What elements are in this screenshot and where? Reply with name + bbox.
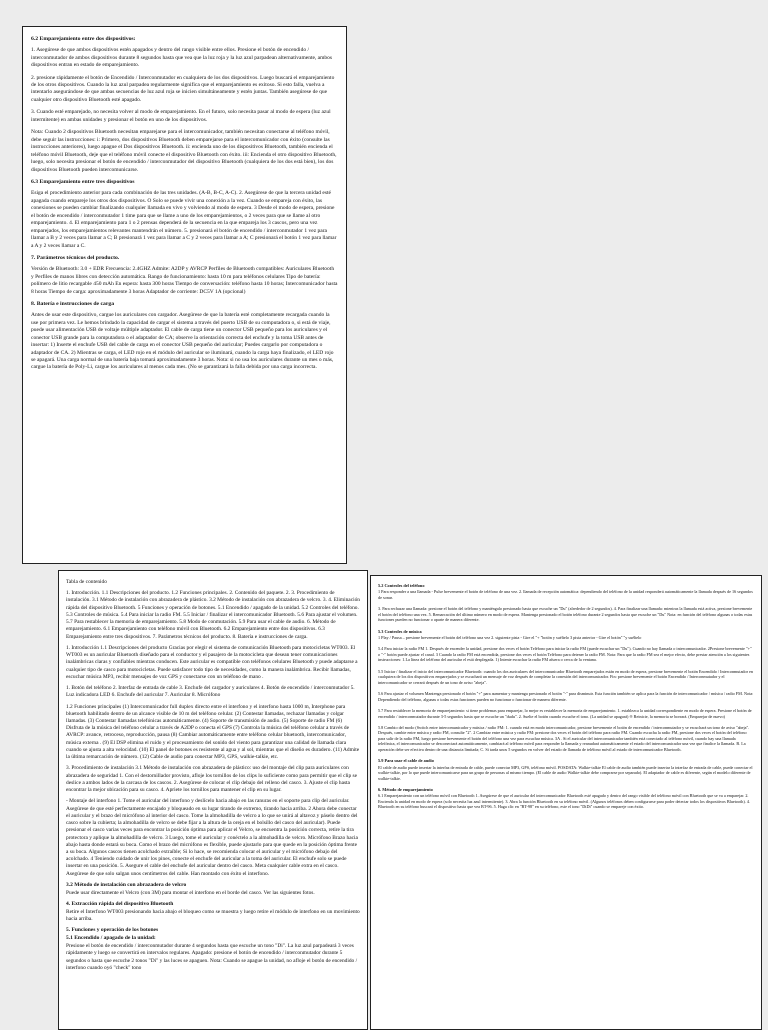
paragraph: 3. Para rechazar una llamada: presione el botón del teléfono y manténgalo presionado hasta que escuche un "Du" (alrededor de 2 segundos). 4. Para finalizar una llamada: mientras la llamada está activa, presione brevemente el botón del teléfono una vez. 5. Remarcación del último número en modo de espera. Mantenga presionado el botón teléfono durante 2 segundos hasta que escuche un "Du" Nota: en función del teléfono algunas o todas estas funciones pueden no funcionar o aparte de manera diferente. [378,606,753,623]
paragraph: 5.4 Para iniciar la radio FM 1. Después de encender la unidad, presione dos veces el botón Teléfono para iniciar la radio FM (puede escuchar un "Du"). Cuando no hay llamada o intercomunicador. 2Presione brevemente "+" o "-" botón puede ajustar el canal. 3 Cuando la radio FM está encendida, presione dos veces el botón Teléfono para detener la radio FM. Nota: Para que la radio FM sea el mejor efecto, debe prestar atención a los siguientes instrucciones: 1.La línea del teléfono del auricular el está desplegada. 1) Intente escuchar la radio FM afuera o cerca de la ventana. [378,646,752,663]
paragraph: 1. Introducción 1.1 Descripciones del producto Gracias por elegir el sistema de comunicación Bluetooth para motocicletas WT003. El WT003 es un auricular Bluetooth diseñado para el conductor y el pasajero de la motocicleta que desean tener comunicaciones inalámbricas claras y confiables mientras conducen. Este auricular es compatible con teléfonos celulares Bluetooth y puede adaptarse a cualquier tipo de casco para motocicletas. Puede satisfacer todo tipo de necesidades, como la manera inalámbrica. Recibir llamadas, escuchar música MP3, recibir mensajes de voz GPS y conectarse con un teléfono de mano . [66,644,358,680]
section-heading: 6. Método de emparejamiento [378,786,433,792]
paragraph: 5.5 Iniciar / finalizar el inicio del intercomunicador Bluetooth: cuando los dos auriculares del intercomunicador Bluetooth emparejados están en modo de espera, presione brevemente el botón Encendido / Interconmutador en cualquiera de los dos dispositivos emparejados y se escuchará un mensaje de voz después de completar la conexión del intercomunicador. Fin: presione brevemente el botón Encendido / Interconmutador y el intercomunicador se cerrará después de un tono de aviso "abeja". [378,668,754,685]
paragraph: 5.7 Para restablecer la memoria de emparejamiento: si tiene problemas para emparejar, lo mejor es restablecer la memoria de emparejamiento. 1. establezca la unidad correspondiente en modo de espera. Presione el botón de encendido / interconmutador durante 3-5 segundos hasta que se escuche un "dudu". 2. Suelte el botón cuando escuche el tono. (La unidad se apagará) ® Reinicie, la memoria se borrará. (Emparejar de nuevo) [378,708,752,719]
paragraph: 3. Procedimiento de instalación 3.1 Método de instalación con abrazadera de plástico: uso del montaje del clip para auriculares con abrazadera de seguridad 1. Con el destornillador provisto, afloje los tornillos de los clips lo suficiente como para permitir que el clip se deslice a ambos lados de la carcasa de los cascos. 2. Asegúrese de colocar el clip debajo del relleno del casco. 3. Ajuste el clip hasta encontrar la mejor ubicación para su casco. 4. Apriete los tornillos para mantener el clip en su lugar. [66,765,358,794]
paragraph: 1.2 Funciones principales (1) Intercomunicador full duplex directo entre el interfono y el interfono hasta 1000 m, Interphone para bluetooth habilitado dentro de un alcance visible de 10 m del teléfono celular. (2) Contestar llamadas, rechazar llamadas y colgar llamadas. (3) Contestar llamadas telefónicas automáticamente. (4) Soporte de transmisión de audio. (5) Soporte de radio FM (6) Disfruta de la música del teléfono celular a través de A2DP o conecta el GPS (7) Controla la música del teléfono celular a través de AVRCP: avance, retroceso, reproducción, pausa (8) Cambiar automáticamente entre teléfono celular bluetooth, intercomunicador, música externa . (9) El DSP elimina el ruido y el procesamiento del sonido del viento para garantizar una calidad de llamada clara cuando se ajusta a alta velocidad. (10) El panel de botones es resistente al agua y al sol, mientras que el diseño es duradero. (11) Admite la última remarcación de número. (12) Cable de audio para conectar MP3, GPS, walkie-talkie, etc. [66,703,360,761]
paragraph: 6.1 Emparejamiento con un teléfono móvil con Bluetooth 1. Asegúrese de que el auricular del intercomunicador Bluetooth esté apagado y dentro del rango visible del teléfono móvil con Bluetooth que se va a emparejar. 2. Encienda la unidad en modo de espera (solo necesita luz azul intermitente). 3. Abra la función Bluetooth en su teléfono móvil. (Algunos teléfonos deben configurarse para poder detectar todos los dispositivos Bluetooth). 4. Bluetooth en su teléfono buscará el dispositivo hasta que vea BT-96. 5. Haga clic en "BT-98" en su teléfono, este el tono "DiDi" cuando se empareje con éxito. [378,793,751,810]
section-heading: 5.1 Encendido / apagado de la unidad: [66,935,156,942]
paragraph: 1. Asegúrese de que ambos dispositivos estén apagados y dentro del rango visible entre ellos. Presione el botón de encendido / interconmutador de ambos dispositivos durante 8 segundos hasta que vea que la luz roja y la luz azul parpadean alternativamente, ambos dispositivos entran en estado de emparejamiento. [31,47,333,69]
section-heading: 8. Batería e instrucciones de carga [31,301,115,308]
section-heading: 4. Extracción rápida del dispositivo Bluetooth [66,901,174,908]
paragraph: Versión de Bluetooth: 3.0 + EDR Frecuencia: 2.4GHZ Admite: A2DP y AVRCP Perfiles de Bluetooth compatibles: Auriculares Bluetooth y Perfiles de manos libres con detección automática. Rango de funcionamiento: hasta 10 m para teléfonos celulares Tipo de batería: polímero de litio recargable 450 mAh En espera: hasta 300 horas Tiempo de conversación: teléfono hasta 10 horas; Intercomunicador hasta 8 horas Tiempo de carga: aproximadamente 3 horas Adaptador de corriente: DC5V 1A (opcional) [31,266,338,295]
paragraph: El cable de audio puede insertar la interfaz de entrada de cable, puede conectar MP3, GPS, teléfono móvil. POSDATA: Walkie-talkie El cable de audio también puede insertar la interfaz de entrada de cable, puede conectar el walkie-talkie, por lo que puede intercomunicarse para un grupo de personas al mismo tiempo. (El cable de audio Walkie-talkie debe comprarse por separado). El adaptador de cable es diferente, según el modelo diferente de walkie-talkie. [378,764,753,781]
document-page-bottom-left [58,570,368,1030]
paragraph: 1. Botón del teléfono 2. Interfaz de entrada de cable 3. Enchufe del cargador y auriculares 4. Botón de encendido / interconmutador 5. Luz indicadora LED 6. Enchufe del auricular 7. Auricular 8. Micrófono [66,685,355,699]
paragraph: 5.8 Cambio del modo (Switch entre intercomunicador y música / radio FM: 1. cuando está en modo intercomunicador, presione brevemente el botón de encendido / interconmutador y se escuchará un tono de aviso "abeja". Después, cambie entre música y radio FM, consulte "2". 2 Cambiar entre música y radio FM: presione dos veces el botón del teléfono para radio FM. Cuando escucha la radio FM, presione dos veces el botón del teléfono para salir de la radio FM, luego presione brevemente el botón del teléfono una vez para escuchar música. 3A . Si el auricular del intercomunicador también está conectado al teléfono móvil, cuando hay una llamada telefónica, el intercomunicador se desconectará automáticamente, cambiará al teléfono móvil para responder la llamada y reanudará automáticamente el estado del intercomunicador una vez que finalice la llamada. B. La operación debe ser efectiva dentro de una distancia limitada; C. Si tarda unos 5 segundos en volver del estado de llamada de teléfono móvil al estado de intercomunicador Bluetooth. [378,724,750,752]
paragraph: 2. presione rápidamente el botón de Encendido / Interconmutador en cualquiera de los dos dispositivos. Luego buscará el emparejamiento de los otros dispositivos. Cuando la luz azul parpadea regularmente significa que el emparejamiento es exitoso. Si esto falla, vuelva a intentarlo asegurándose de que ambas secuencias de luz azul roja se inicien simultáneamente y estén juntas. También asegúrese de que cualquier otro dispositivo Bluetooth esté apagado. [31,74,335,103]
paragraph: Retire el Interfono WT003 presionando hacia abajo el bloqueo como se muestra y luego retire el módulo de interfono en un movimiento hacia arriba. [66,908,360,923]
paragraph: 1 Play / Pausa – presione brevemente el botón del teléfono una vez 2. siguiente pista - Gire el "+ "botón y suéltelo 3 pista anterior - Gire el botón" "y suéltelo [378,634,642,640]
section-heading: 6.2 Emparejamiento entre dos dispositivos: [31,36,136,42]
paragraph: Nota: Cuando 2 dispositivos Bluetooth necesitan emparejarse para el intercomunicador, también necesitan conectarse al teléfono móvil, debe seguir las instrucciones: i: Primero, dos dispositivos Bluetooth deben emparejarse para el intercomunicador con éxito (consulte las instrucciones anteriores), luego apague el Dos dispositivos Bluetooth. ii: encienda uno de los dispositivos Bluetooth, también encienda el teléfono móvil Bluetooth, deje que el teléfono móvil conecte el dispositivo Bluetooth con éxito. iii: Encienda el otro dispositivo Bluetooth, luego, solo necesita presionar el botón de encendido / interconmutador del dispositivo Bluetooth (cualquiera de los dos está bien), los dos dispositivos Bluetooth pueden intercomunicarse. [31,129,337,173]
paragraph: 1. Introducción. 1.1 Descripciones del producto. 1.2 Funciones principales. 2. Contenido del paquete. 2. 3. Procedimiento de instalación. 3.1 Método de instalación con abrazadera de plástico. 3.2 Método de instalación con abrazadera de velcro. 3. 4. Eliminación rápida del dispositivo Bluetooth. 5 Funciones y operación de botones. 5.1 Encendido / apagado de la unidad. 5.2 Controles del teléfono. 5.3 Controles de música. 5.4 Para iniciar la radio FM. 5.5 Iniciar / finalizar el intercomunicador Bluetooth. 5.6 Para ajustar el volumen. 5.7 Para restablecer la memoria de emparejamiento. 5.8 Modo de conmutación. 5.9 Para usar el cable de audio. 6. Método de emparejamiento. 6.1 Emparejamiento con teléfono móvil con Bluetooth. 6.2 Emparejamiento entre dos dispositivos. 6.3 Emparejamiento entre tres dispositivos. 7. Parámetros técnicos del producto. 8. Batería e instrucciones de carga. [66,590,360,640]
section-heading: 7. Parámetros técnicos del producto. [31,255,120,262]
section-heading: 3.2 Método de instalación con abrazadera de velcro [66,881,187,888]
paragraph: 5.6 Para ajustar el volumen Mantenga presionado el botón "+" para aumentar y mantenga presionado el botón "-" para disminuir. Esta función también se aplica para la función de intercomunicador / música / radio FM. Nota: Dependiendo del teléfono, algunas o todas estas funciones pueden no funcionar o funcionar de manera diferente. [378,691,754,702]
paragraph: 1 Para responder a una llamada - Pulse brevemente el botón de teléfono de una vez. 2. llamada de recepción automática: dependiendo del teléfono de la unidad responderá automáticamente la llamada después de 16 segundos de sonar. [378,589,753,600]
paragraph: Antes de usar este dispositivo, cargue los auriculares con cargador. Asegúrese de que la batería esté completamente recargada cuando la use por primera vez. Le hemos brindado la capacidad de cargar el sistema a través del puerto USB de su computadora o, si está de viaje, puede usar alimentación USB de voltaje múltiple adaptador. El cable de carga tiene un conector USB pequeño para los auriculares y el conector USB grande para la computadora o el adaptador de CA; observe la orientación correcta del enchufe y la toma USB antes de insertar: 1) Inserte el enchufe USB del cable de carga en el conector USB pequeño del auricular; Puedes cargarlo por computadora o adaptador de CA. 2) Mientras se carga, el LED rojo en el módulo del auricular se iluminará, cuando la carga haya finalizado, el LED rojo se apagará. Una carga normal de una batería baja tomará aproximadamente 3 horas. Nota: si no usa los auriculares durante un mes o más, cargue la batería de Poly-Li, cargue los auriculares al menos cada mes. (No se garantizará la falla debida por una carga incorrecta. [31,312,334,371]
section-heading: 5.2 Controles del teléfono [378,583,425,588]
paragraph: - Montaje del interfono 1. Tome el auricular del interfono y deslícelo hacia abajo en las ranuras en el soporte para clip del auricular. Asegúrese de que esté perfectamente encajado y bloqueado en su lugar tirando de extremo, tirando hacia arriba. 2 Ahora debe conectar el auricular y el brazo del micrófono al interior del casco. Tome la almohadilla de velcro a lo que se unirá al altavoz y páselo dentro del casco sobre la cubierta; la almohadilla de velcro se debe fijar a la altura de la oreja en el bolsillo del casco del auricular). Puede presionar el casco varias veces para encontrar la posición óptima para aplicar el Velcro, se encuentra la posición correcta, retire la tira protectora y aplique la almohadilla de velcro. 3 Luego, tome el auricular y conéctelo a la almohadilla de velcro. Micrófono Brazo hacia abajo hasta donde estará su boca. Como el brazo del micrófono es flexible, puede ajustarlo para que quede en la posición óptima frente a su boca. Algunos cascos tienen acolchado extraíble; Si lo hace, se recomienda colocar el auricular y el micrófono debajo del acolchado. 4 Teniendo cuidado de unir los pines, conecte el enchufe del auricular a la toma del auricular. El enchufe solo se puede insertar en una posición. 5. Asegure el cable del enchufe del auricular dentro del casco. Meta cualquier cable extra en el casco. Asegúrese de que solo salgan unos centímetros del cable. Han montado con éxito el interfono. [66,798,358,877]
document-page-top [22,26,347,564]
paragraph: Presione el botón de encendido / interconmutador durante 4 segundos hasta que escuche un tono "Di". La luz azul parpadeará 3 veces rápidamente y luego se convertirá en intervalos regulares. Apagado: presione el botón de encendido / interconmutador durante 5 segundos o hasta que escuche 2 tonos "Di" y las luces se apaguen. Nota: Cuando se apague la unidad, no afloje el botón de encendido / interfono cuando oyó "check" tono [66,943,358,971]
section-heading: 6.3 Emparejamiento entre tres dispositivos [31,179,135,186]
paragraph: Puede usar directamente el Velcro (con 3M) para montar el interfono en el borde del casco. Ver las siguientes fotos. [66,889,315,896]
section-heading: 5.3 Controles de música [378,628,422,634]
document-page-bottom-right [370,575,762,1030]
section-heading: 5.9 Para usar el cable de audio [378,758,434,764]
section-heading: 5. Funciones y operación de los botones [66,927,159,934]
paragraph: Esiga el procedimiento anterior para cada combinación de las tres unidades. (A-B, B-C, A-C). 2. Asegúrese de que la tercera unidad esté apagada cuando empareje los otros dos dispositivos. O Solo se puede vivir una conexión a la vez. Cuando se empareja con éxito, las conexiones se pueden cambiar finalizando cualquier llamada en vivo y volviendo al modo de espera. 3 Desde el modo de espera, presione el botón de encendido / interconmutador 1 time para que se llame a uno de los emparejamientos, o 2 veces para que se llame al otro emparejamiento. 4. El emparejamiento para 1 o 2 prensas dependerá de la secuencia en la que empareja los 3 cascos, pero una vez emparejados, los emparejamientos relevantes mantendrán el número. 5. presionará el botón de encendido / interconmutador 1 vez para llamar a B y 2 veces para llamar a C; B presionará 1 vez para llamar a C y 2 veces para llamar a A; C presionará el botón 1 vez para llamar a A y 2 veces llamar a C. [31,190,337,249]
paragraph: 3. Cuando esté emparejado, no necesita volver al modo de emparejamiento. En el futuro, solo necesita pasar al modo de espera (luz azul intermitente) en ambas unidades y presionar el botón en uno de los dispositivos. [31,109,331,123]
paragraph: Tabla de contenido [66,579,107,585]
